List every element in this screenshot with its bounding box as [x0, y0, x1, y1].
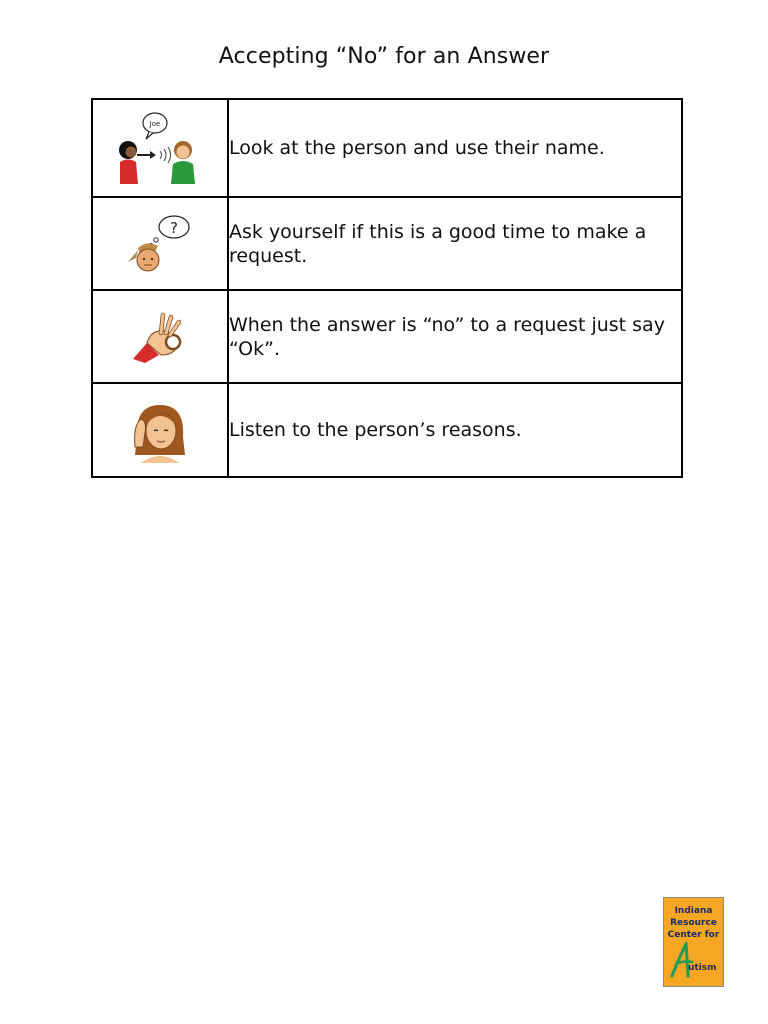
symbol-cell — [92, 383, 228, 477]
logo-tail-text: utism — [688, 963, 717, 973]
symbol-cell — [92, 290, 228, 383]
logo-line: Center for — [667, 930, 720, 940]
table-row — [92, 99, 682, 197]
step-text: When the answer is “no” to a request just say “Ok”. — [228, 290, 682, 383]
steps-table — [91, 98, 683, 478]
step-text: Listen to the person’s reasons. — [228, 383, 682, 477]
table-row — [92, 290, 682, 383]
people-talking-icon — [115, 108, 205, 188]
logo-line: Resource — [670, 918, 717, 928]
thought-bubble-text: ? — [170, 218, 178, 237]
speech-bubble-text: Joe — [149, 120, 161, 128]
table-row — [92, 383, 682, 477]
thinking-head-icon — [120, 212, 200, 276]
organization-logo — [663, 897, 724, 987]
table-row — [92, 197, 682, 290]
logo-line: Indiana — [674, 906, 713, 916]
symbol-cell — [92, 197, 228, 290]
symbol-cell — [92, 99, 228, 197]
page-title: Accepting “No” for an Answer — [218, 44, 550, 69]
listening-girl-icon — [125, 397, 195, 463]
step-text: Ask yourself if this is a good time to make a request. — [228, 197, 682, 290]
step-text: Look at the person and use their name. — [228, 99, 682, 197]
ok-hand-icon — [125, 307, 195, 367]
